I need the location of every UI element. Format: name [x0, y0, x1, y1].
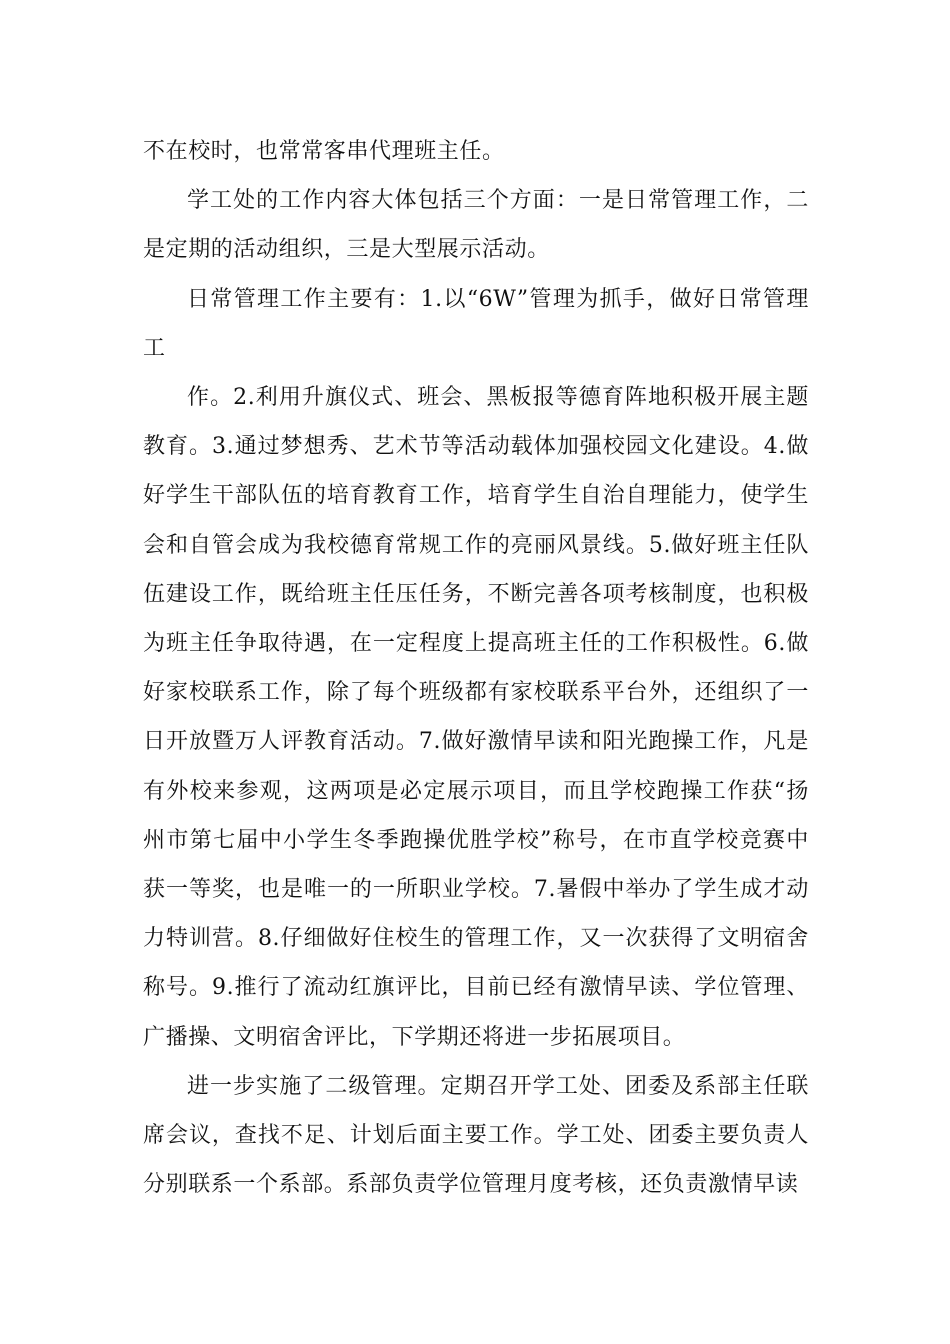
- document-body: [143, 127, 809, 1209]
- paragraph-3: 日常管理工作主要有：1.以“6W”管理为抓手，做好日常管理工: [143, 286, 809, 361]
- paragraph-2: 学工处的工作内容大体包括三个方面：一是日常管理工作，二是定期的活动组织，三是大型展示活动。: [143, 188, 809, 263]
- paragraph-1: 不在校时，也常常客串代理班主任。: [143, 139, 505, 164]
- paragraph-4: 作。2.利用升旗仪式、班会、黑板报等德育阵地积极开展主题教育。3.通过梦想秀、艺术节等活动载体加强校园文化建设。4.做好学生干部队伍的培育教育工作，培育学生自治自理能力，使学生会和自管会成为我校德育常规工作的亮丽风景线。5.做好班主任队伍建设工作，既给班主任压任务，不断完善各项考核制度，也积极为班主任争取待遇，在一定程度上提高班主任的工作积极性。6.做好家校联系工作，除了每个班级都有家校联系平台外，还组织了一日开放暨万人评教育活动。7.做好激情早读和阳光跑操工作，凡是有外校来参观，这两项是必定展示项目，而且学校跑操工作获“扬州市第七届中小学生冬季跑操优胜学校”称号，在市直学校竞赛中获一等奖，也是唯一的一所职业学校。7.暑假中举办了学生成才动力特训营。8.仔细做好住校生的管理工作，又一次获得了文明宿舍称号。9.推行了流动红旗评比，目前已经有激情早读、学位管理、广播操、文明宿舍评比，下学期还将进一步拓展项目。: [143, 385, 809, 1050]
- paragraph-5: 进一步实施了二级管理。定期召开学工处、团委及系部主任联席会议，查找不足、计划后面主要工作。学工处、团委主要负责人分别联系一个系部。系部负责学位管理月度考核，还负责激情早读: [143, 1073, 809, 1198]
